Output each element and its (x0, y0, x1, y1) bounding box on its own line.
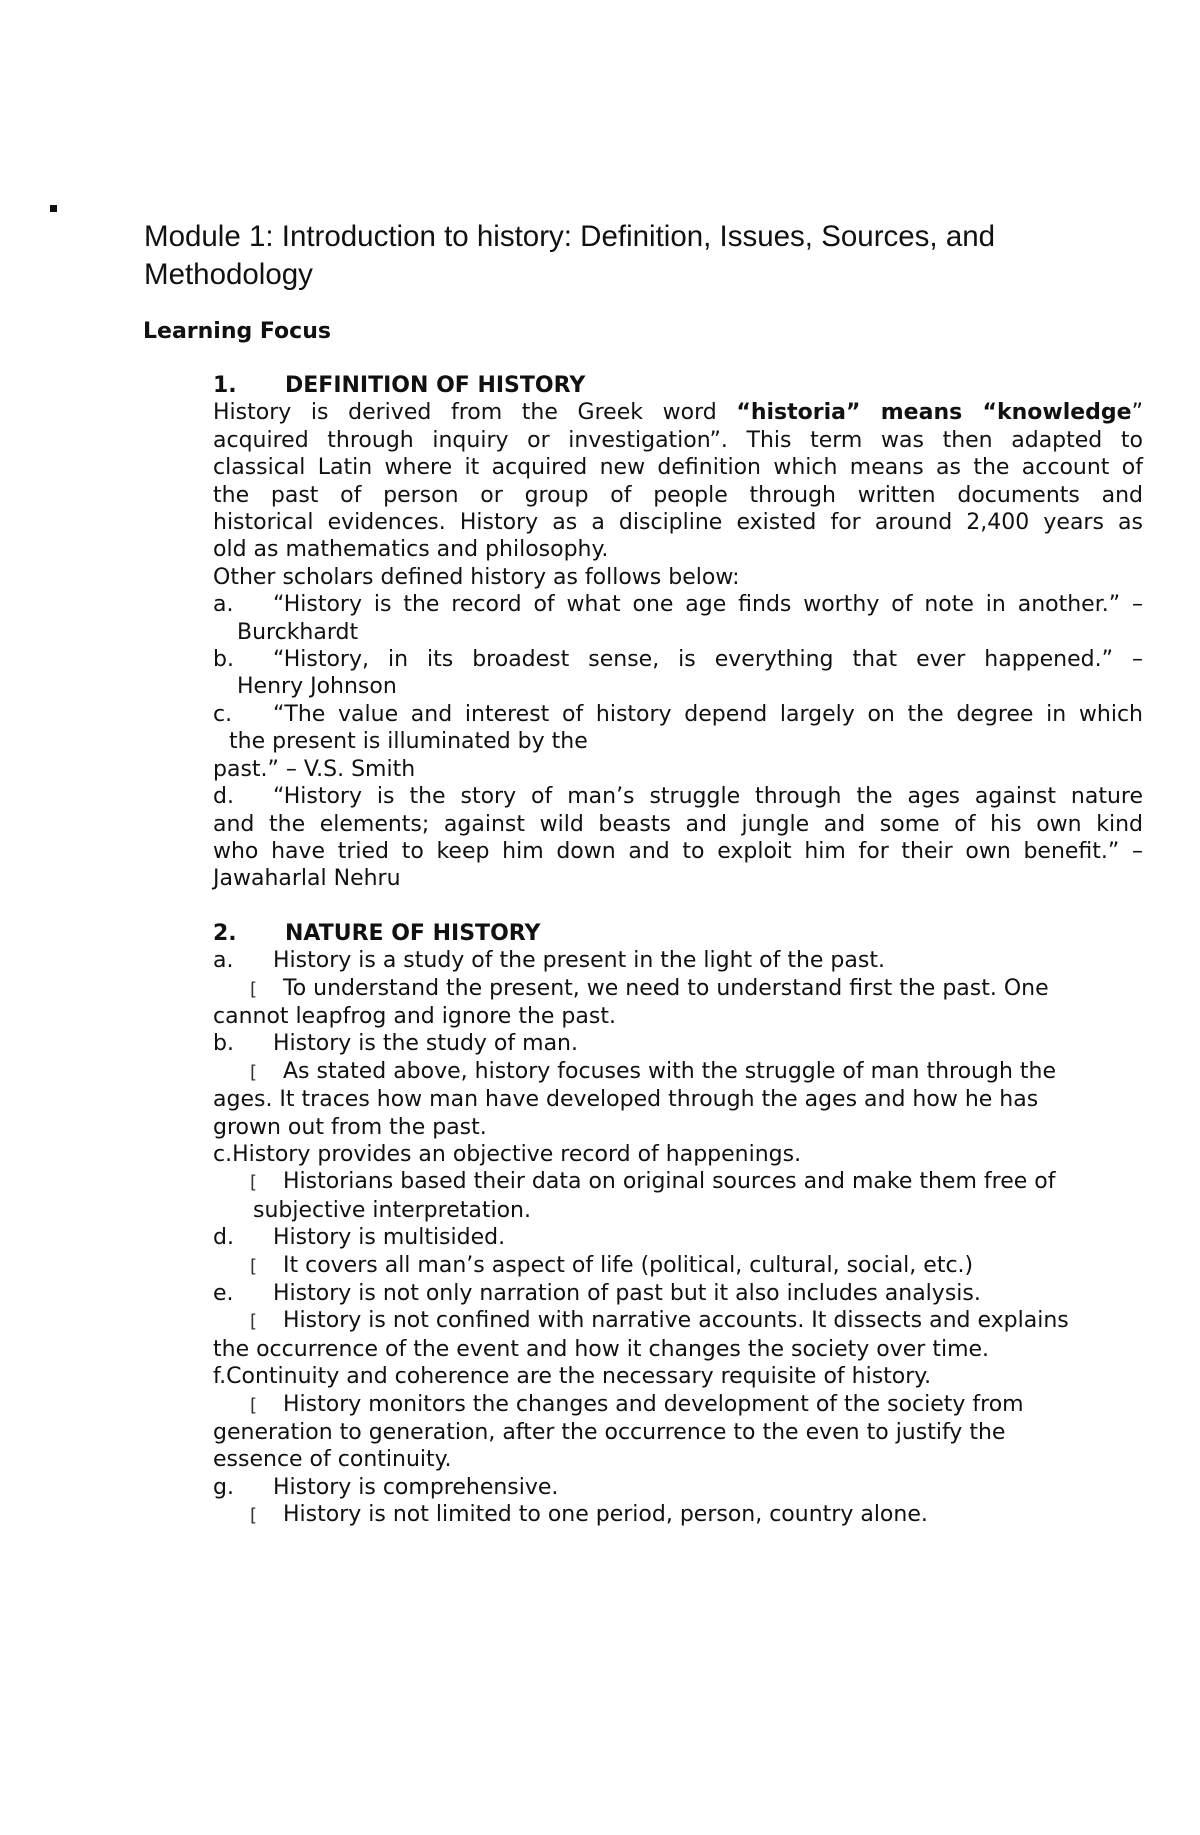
page-title (144, 218, 1044, 294)
nature-item-e (213, 1280, 1143, 1307)
item-text: History is a study of the present in the light of the past. (273, 948, 885, 974)
section-1-intro-line-2: acquired through inquiry or investigation”. This term was then adapted to (213, 427, 1143, 453)
nature-item-e-detail-line-2: the occurrence of the event and how it changes the society over time. (213, 1336, 990, 1362)
item-text: “History is the story of man’s struggle through the ages against nature (273, 784, 1143, 810)
intro-bold-term: “historia” means “knowledge (736, 400, 1132, 426)
section-1-number: 1. (213, 373, 237, 398)
detail-text: History is not limited to one period, person, country alone. (283, 1502, 928, 1528)
nature-item-d (213, 1224, 1143, 1251)
definition-item-d-line-4: Jawaharlal Nehru (213, 866, 401, 892)
page-title-line-2: Methodology (144, 258, 313, 291)
nature-item-a (213, 947, 1143, 974)
section-gap (213, 893, 1143, 920)
section-2-title: NATURE OF HISTORY (285, 920, 541, 946)
item-label: e. (213, 1281, 234, 1306)
section-1-intro-line-4: the past of person or group of people through written documents and (213, 482, 1143, 508)
item-text: History is the study of man. (273, 1031, 578, 1057)
definition-item-d-line-2: and the elements; against wild beasts and jungle and some of his own kind (213, 811, 1143, 837)
nature-item-f-detail-line-2: generation to generation, after the occurrence to the even to justify the (213, 1420, 1006, 1446)
detail-text: Historians based their data on original sources and make them free of (283, 1169, 1056, 1195)
document-body (213, 372, 1143, 1530)
item-text: “History is the record of what one age finds worthy of note in another.” – (273, 592, 1143, 618)
sub-bullet-icon: [ (250, 1394, 258, 1416)
nature-item-f-detail (213, 1391, 1143, 1419)
detail-text: History monitors the changes and development of the society from (283, 1391, 1024, 1417)
item-text: History is multisided. (273, 1225, 506, 1251)
nature-item-a-detail-line-2: cannot leapfrog and ignore the past. (213, 1003, 616, 1029)
section-1-intro-line-3: classical Latin where it acquired new definition which means as the account of (213, 455, 1143, 481)
sub-bullet-icon: [ (250, 978, 258, 1000)
sub-bullet-icon: [ (250, 1172, 258, 1194)
item-text: History provides an objective record of happenings. (232, 1141, 802, 1167)
section-2-number: 2. (213, 920, 237, 946)
sub-bullet-icon: [ (250, 1311, 258, 1333)
item-label: f. (213, 1364, 227, 1390)
item-label: c. (213, 1141, 233, 1167)
intro-text-2: ” (1131, 400, 1143, 426)
nature-item-c-detail-line-2: subjective interpretation. (253, 1197, 531, 1223)
item-label: d. (213, 784, 234, 810)
section-1-title: DEFINITION OF HISTORY (285, 373, 586, 398)
item-text: History is comprehensive. (273, 1474, 559, 1500)
nature-item-b-detail (213, 1058, 1143, 1086)
intro-text-1: History is derived from the Greek word (213, 400, 737, 426)
sub-bullet-icon: [ (250, 1255, 258, 1277)
detail-text: As stated above, history focuses with the struggle of man through the (283, 1058, 1056, 1084)
nature-item-f (213, 1363, 1143, 1390)
sub-bullet-icon: [ (250, 1061, 258, 1083)
item-label: g. (213, 1474, 234, 1500)
nature-item-g-detail (213, 1501, 1143, 1529)
section-1-intro-line-5: historical evidences. History as a discipline existed for around 2,400 years as (213, 510, 1143, 536)
item-label: c. (213, 701, 233, 727)
definition-item-b-author: Henry Johnson (237, 674, 397, 700)
nature-item-c (213, 1141, 1143, 1168)
definition-item-c (213, 701, 1143, 728)
learning-focus-heading: Learning Focus (143, 319, 331, 344)
detail-text: It covers all man’s aspect of life (political, cultural, social, etc.) (283, 1252, 974, 1278)
nature-item-g (213, 1474, 1143, 1501)
definition-item-d (213, 783, 1143, 810)
definition-item-d-line-3: who have tried to keep him down and to exploit him for their own benefit.” – (213, 838, 1143, 864)
item-text: Continuity and coherence are the necessary requisite of history. (226, 1364, 932, 1390)
section-1-intro-line-1 (213, 399, 1143, 426)
item-label: a. (213, 948, 234, 974)
nature-item-b-detail-line-2: ages. It traces how man have developed through the ages and how he has (213, 1087, 1039, 1113)
nature-item-e-detail (213, 1307, 1143, 1335)
detail-text: To understand the present, we need to understand first the past. One (283, 975, 1049, 1001)
page-title-line-1: Module 1: Introduction to history: Definition, Issues, Sources, and (144, 220, 996, 253)
nature-item-b (213, 1030, 1143, 1057)
other-scholars-line: Other scholars defined history as follows below: (213, 564, 740, 590)
item-text: History is not only narration of past but it also includes analysis. (273, 1281, 981, 1306)
detail-text: History is not confined with narrative accounts. It dissects and explains (283, 1308, 1069, 1334)
list-bullet (50, 205, 57, 212)
definition-item-c-line-2: the present is illuminated by the (229, 729, 588, 755)
sub-bullet-icon: [ (250, 1505, 258, 1527)
nature-item-a-detail (213, 975, 1143, 1003)
item-text: “The value and interest of history depend largely on the degree in which (273, 701, 1143, 727)
item-label: d. (213, 1225, 234, 1251)
nature-item-b-detail-line-3: grown out from the past. (213, 1114, 487, 1140)
definition-item-b (213, 646, 1143, 673)
definition-item-a-author: Burckhardt (237, 619, 359, 645)
nature-item-c-detail (213, 1168, 1143, 1196)
nature-item-d-detail (213, 1252, 1143, 1280)
item-label: b. (213, 1031, 234, 1057)
nature-item-f-detail-line-3: essence of continuity. (213, 1447, 452, 1473)
item-label: a. (213, 592, 234, 618)
section-1-intro-line-6: old as mathematics and philosophy. (213, 537, 609, 563)
item-text: “History, in its broadest sense, is everything that ever happened.” – (273, 647, 1143, 673)
definition-item-c-line-3: past.” – V.S. Smith (213, 756, 416, 782)
item-label: b. (213, 647, 234, 673)
definition-item-a (213, 591, 1143, 618)
section-2-heading (213, 920, 1143, 947)
section-1-heading (213, 372, 1143, 399)
